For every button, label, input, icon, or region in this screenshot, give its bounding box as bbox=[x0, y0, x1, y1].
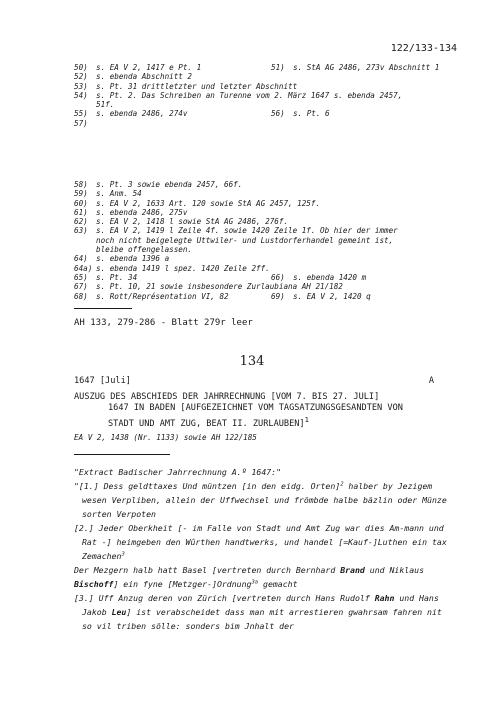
footnote-number: 55) bbox=[74, 109, 88, 119]
footnote-number: 59) bbox=[74, 189, 88, 199]
footnote-divider bbox=[74, 308, 132, 309]
footnote-number: 64a) bbox=[74, 263, 93, 273]
text-run: halber by Jezigem wesen Verpliben, allein der Uffwechsel und frömbde halbe bäzlin oder Münze sorten Verpoten bbox=[82, 481, 447, 519]
footnote bbox=[74, 254, 464, 263]
text-run: und Hans Jakob bbox=[82, 593, 439, 617]
footnote-number: 68) bbox=[74, 291, 88, 301]
heading-footnote-ref: 1 bbox=[304, 415, 309, 424]
footnote-number: 67) bbox=[74, 282, 88, 292]
footnote-right bbox=[271, 63, 439, 72]
page-number: 122/133-134 bbox=[390, 43, 457, 54]
footnote-number: 51) bbox=[271, 63, 285, 72]
heading-line-last bbox=[74, 414, 460, 430]
footnote bbox=[74, 91, 464, 110]
paragraph-2 bbox=[74, 521, 456, 563]
footnote-text: s. EA V 2, 1418 l sowie StA AG 2486, 276f. bbox=[96, 217, 289, 227]
text-run: [3.] Uff Anzug deren von Zürich [vertreten durch Hans Rudolf bbox=[74, 593, 375, 603]
footnote-ref: 2 bbox=[340, 481, 344, 488]
footnote-text: s. Pt. 3 sowie ebenda 2457, 66f. bbox=[96, 180, 243, 189]
footnote-text: s. EA V 2, 1633 Art. 120 sowie StA AG 2457, 125f. bbox=[96, 198, 321, 208]
footnote bbox=[74, 199, 464, 208]
document-marker: A bbox=[428, 376, 434, 386]
footnote-number: 57) bbox=[74, 118, 88, 128]
footnote-number: 65) bbox=[74, 272, 88, 282]
source-reference: EA V 2, 1438 (Nr. 1133) sowie AH 122/185 bbox=[74, 433, 257, 442]
footnote-text: s. Pt. 2. Das Schreiben an Turenne vom 2. März 1647 s. ebenda 2457, bbox=[96, 90, 403, 100]
footnote-number: 58) bbox=[74, 180, 88, 189]
footnote-right bbox=[271, 292, 371, 301]
footnote bbox=[74, 189, 464, 198]
sheet-note: AH 133, 279-286 - Blatt 279r leer bbox=[74, 318, 253, 328]
footnotes-top bbox=[74, 63, 464, 128]
footnote-text: s. ebenda 2486, 274v bbox=[96, 109, 188, 119]
footnote-text: s. Pt. 6 bbox=[293, 109, 330, 119]
footnote-text: s. EA V 2, 1419 l Zeile 4f. sowie 1420 Zeile 1f. Ob hier der immer bbox=[96, 226, 398, 236]
footnote bbox=[74, 72, 464, 81]
date-line bbox=[74, 376, 434, 386]
footnote-number: 53) bbox=[74, 81, 88, 91]
footnote bbox=[74, 292, 464, 301]
person-name: Leu bbox=[111, 607, 127, 617]
footnote-text: s. EA V 2, 1420 q bbox=[293, 291, 371, 301]
footnote bbox=[74, 226, 464, 254]
footnote-ref: 3 bbox=[121, 551, 125, 558]
footnote-number: 56) bbox=[271, 109, 285, 119]
source-divider bbox=[74, 454, 170, 455]
paragraph-1 bbox=[74, 479, 456, 521]
footnote-text: s. ebenda 1419 l spez. 1420 Zeile 2ff. bbox=[96, 263, 270, 273]
footnote bbox=[74, 82, 464, 91]
person-name: Bischoff bbox=[74, 579, 114, 589]
text-run: ] ein fyne [Metzger-]Ordnung bbox=[113, 579, 252, 589]
footnote bbox=[74, 273, 464, 282]
footnote-text: s. ebenda 1420 m bbox=[293, 272, 367, 282]
footnote-text: s. ebenda Abschnitt 2 bbox=[96, 72, 193, 82]
footnote-number: 61) bbox=[74, 207, 88, 217]
footnote-number: 63) bbox=[74, 226, 88, 236]
footnote-number: 62) bbox=[74, 217, 88, 227]
text-run: [2.] Jeder Oberkheit [- im Falle von Stadt und Amt Zug war dies Am-mann und Rat -] heimgeben den Wûrthen handtwerks, und handel [=Kauf-]Luthen ein tax Zemachen bbox=[74, 523, 447, 561]
document-body bbox=[74, 465, 456, 633]
text-run: Der Mezgern halb hatt Basel [vertreten durch Bernhard bbox=[74, 565, 341, 575]
document-date: 1647 [Juli] bbox=[74, 376, 131, 386]
paragraph-2-cont bbox=[74, 563, 456, 591]
document-heading bbox=[74, 392, 460, 430]
footnote-number: 64) bbox=[74, 254, 88, 264]
person-name: Rahn bbox=[374, 593, 395, 603]
footnote-text: s. Pt. 31 drittletzter und letzter Abschnitt bbox=[96, 81, 298, 91]
footnote bbox=[74, 63, 464, 72]
footnote-text: s. Anm. 54 bbox=[96, 189, 142, 199]
footnote-text: s. ebenda 1396 a bbox=[96, 254, 170, 264]
heading-line: AUSZUG DES ABSCHIEDS DER JAHRRECHNUNG [VOM 7. BIS 27. JULI] bbox=[74, 392, 380, 402]
heading-line: STADT UND AMT ZUG, BEAT II. ZURLAUBEN] bbox=[108, 418, 305, 429]
footnote-text: s. Pt. 34 bbox=[96, 272, 138, 282]
footnote bbox=[74, 282, 464, 291]
paragraph-3 bbox=[74, 591, 456, 633]
footnote-text: s. Rott/Représentation VI, 82 bbox=[96, 291, 229, 301]
footnote-continuation: bleibe offengelassen. bbox=[96, 245, 193, 255]
footnote-right bbox=[271, 109, 330, 118]
footnote-text: s. EA V 2, 1417 e Pt. 1 bbox=[96, 63, 202, 72]
footnote bbox=[74, 180, 464, 189]
footnote-ref: 3a bbox=[251, 579, 259, 586]
text-run: gemacht bbox=[258, 579, 298, 589]
extract-title: "Extract Badischer Jahrrechnung A.º 1647:" bbox=[74, 467, 282, 477]
text-run: ] ist verabscheidet dass man mit arrestieren gwahrsam fahren nit so vil triben sölle: sonders bim Jnhalt der bbox=[82, 607, 442, 631]
footnote-number: 60) bbox=[74, 198, 88, 208]
text-run: und Niklaus bbox=[364, 565, 424, 575]
footnote bbox=[74, 264, 464, 273]
footnote-number: 69) bbox=[271, 291, 285, 301]
heading-line: 1647 IN BADEN [AUFGEZEICHNET VOM TAGSATZUNGSGESANDTEN VON bbox=[108, 403, 403, 413]
footnote-text: s. Pt. 10, 21 sowie insbesondere Zurlaubiana AH 21/182 bbox=[96, 282, 343, 292]
footnote-continuation: 51f. bbox=[96, 100, 115, 110]
footnote-text: s. ebenda 2486, 275v bbox=[96, 207, 188, 217]
document-number: 134 bbox=[239, 354, 265, 369]
footnote bbox=[74, 217, 464, 226]
footnote-number: 50) bbox=[74, 63, 88, 72]
footnotes-bottom bbox=[74, 180, 464, 301]
footnote bbox=[74, 208, 464, 217]
footnote-number: 66) bbox=[271, 272, 285, 282]
footnote-text: s. StA AG 2486, 273v Abschnitt 1 bbox=[293, 63, 440, 72]
footnote-number: 54) bbox=[74, 90, 88, 100]
text-run: "[1.] Dess geldttaxes Und müntzen [in den eidg. Orten] bbox=[74, 481, 341, 491]
footnote-number: 52) bbox=[74, 72, 88, 82]
person-name: Brand bbox=[340, 565, 365, 575]
footnote bbox=[74, 109, 464, 118]
footnote bbox=[74, 119, 464, 128]
footnote-continuation: noch nicht beigelegte Uttwiler- und Lustdorferhandel gemeint ist, bbox=[96, 235, 394, 245]
footnote-right bbox=[271, 273, 366, 282]
